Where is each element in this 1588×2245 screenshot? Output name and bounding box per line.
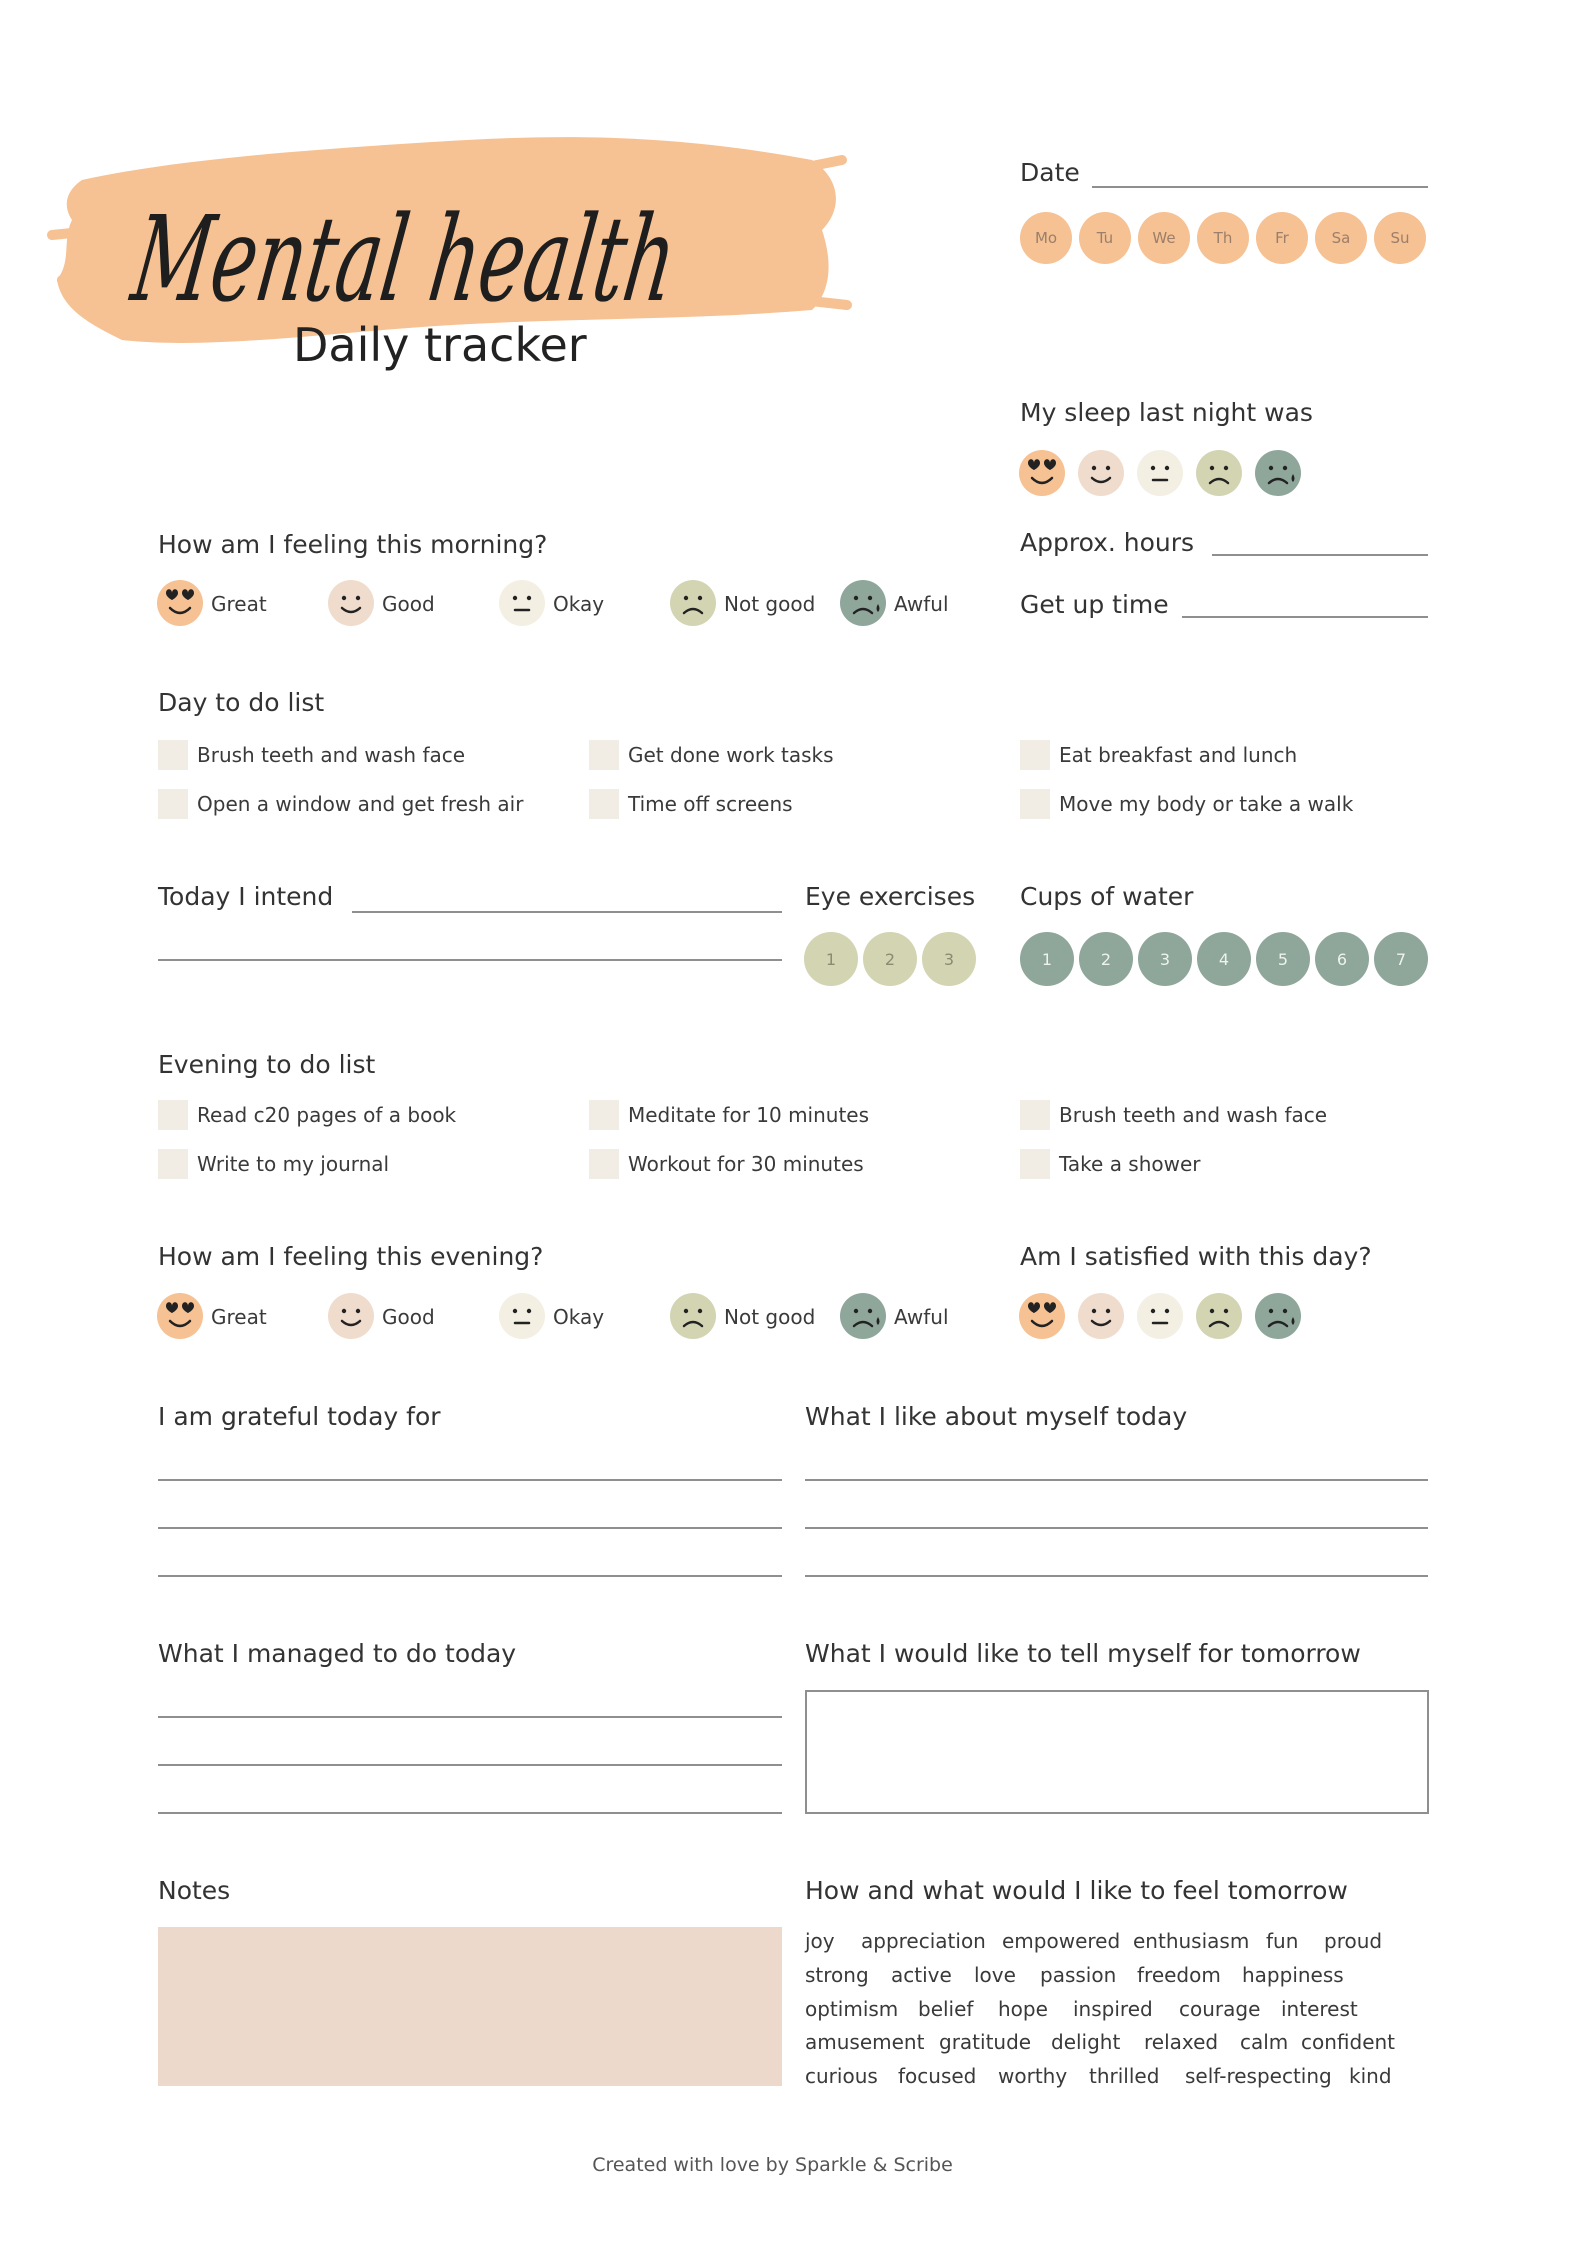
- water-cup-circle[interactable]: 3: [1138, 932, 1192, 986]
- notes-label: Notes: [158, 1876, 231, 1905]
- mood-label: Good: [382, 1305, 435, 1329]
- grateful-label: I am grateful today for: [158, 1402, 441, 1431]
- intend-line-2[interactable]: [158, 959, 782, 961]
- good-face-icon[interactable]: [328, 1293, 374, 1339]
- day-sunday[interactable]: Su: [1374, 212, 1426, 264]
- todo-item: Move my body or take a walk: [1059, 792, 1354, 816]
- eye-exercises-label: Eye exercises: [805, 882, 976, 911]
- feeling-word[interactable]: kind: [1349, 2064, 1392, 2088]
- eye-exercise-circle[interactable]: 3: [922, 932, 976, 986]
- mood-label: Good: [382, 592, 435, 616]
- tell-tomorrow-box[interactable]: [805, 1690, 1429, 1814]
- water-cup-circle[interactable]: 6: [1315, 932, 1369, 986]
- feeling-word[interactable]: enthusiasm: [1133, 1929, 1250, 1953]
- day-wednesday[interactable]: We: [1138, 212, 1190, 264]
- date-label: Date: [1020, 158, 1080, 187]
- todo-item: Eat breakfast and lunch: [1059, 743, 1298, 767]
- like-myself-label: What I like about myself today: [805, 1402, 1188, 1431]
- awful-face-icon[interactable]: [1255, 450, 1301, 496]
- todo-checkbox[interactable]: [1020, 740, 1050, 770]
- mood-label: Okay: [553, 592, 605, 616]
- header-subtitle: Daily tracker: [293, 318, 587, 372]
- todo-item: Read c20 pages of a book: [197, 1103, 457, 1127]
- not-good-face-icon[interactable]: [670, 1293, 716, 1339]
- feel-tomorrow-label: How and what would I like to feel tomorrow: [805, 1876, 1348, 1905]
- water-cup-circle[interactable]: 4: [1197, 932, 1251, 986]
- day-saturday[interactable]: Sa: [1315, 212, 1367, 264]
- mood-label: Not good: [724, 1305, 816, 1329]
- footer-credit: Created with love by Sparkle & Scribe: [592, 2154, 953, 2176]
- day-monday[interactable]: Mo: [1020, 212, 1072, 264]
- todo-item: Brush teeth and wash face: [1059, 1103, 1328, 1127]
- mood-label: Great: [211, 1305, 267, 1329]
- feeling-word[interactable]: happiness: [1242, 1963, 1344, 1987]
- managed-line-2[interactable]: [158, 1764, 782, 1766]
- awful-face-icon[interactable]: [1255, 1293, 1301, 1339]
- sleep-label: My sleep last night was: [1020, 398, 1313, 427]
- day-thursday[interactable]: Th: [1197, 212, 1249, 264]
- feeling-word[interactable]: passion: [1040, 1963, 1117, 1987]
- feeling-word[interactable]: courage: [1179, 1997, 1261, 2021]
- feeling-word[interactable]: hope: [998, 1997, 1048, 2021]
- satisfied-label: Am I satisfied with this day?: [1020, 1242, 1372, 1271]
- day-todo-label: Day to do list: [158, 688, 325, 717]
- feeling-word[interactable]: inspired: [1073, 1997, 1153, 2021]
- mood-label: Great: [211, 592, 267, 616]
- mood-label: Awful: [894, 1305, 949, 1329]
- feeling-word[interactable]: focused: [898, 2064, 977, 2088]
- morning-mood-label: How am I feeling this morning?: [158, 530, 548, 559]
- day-friday[interactable]: Fr: [1256, 212, 1308, 264]
- okay-face-icon[interactable]: [499, 580, 545, 626]
- like-myself-line-3[interactable]: [805, 1575, 1428, 1577]
- like-myself-line-1[interactable]: [805, 1479, 1428, 1481]
- todo-checkbox[interactable]: [158, 1100, 188, 1130]
- todo-item: Get done work tasks: [628, 743, 834, 767]
- okay-face-icon[interactable]: [1137, 450, 1183, 496]
- mood-label: Okay: [553, 1305, 605, 1329]
- todo-item: Brush teeth and wash face: [197, 743, 466, 767]
- feeling-word[interactable]: fun: [1266, 1929, 1299, 1953]
- water-cup-circle[interactable]: 7: [1374, 932, 1428, 986]
- water-cup-circle[interactable]: 1: [1020, 932, 1074, 986]
- approx-hours-line[interactable]: [1212, 554, 1428, 556]
- feeling-word[interactable]: gratitude: [939, 2030, 1032, 2054]
- not-good-face-icon[interactable]: [670, 580, 716, 626]
- day-tuesday[interactable]: Tu: [1079, 212, 1131, 264]
- date-line[interactable]: [1092, 186, 1428, 188]
- todo-item: Meditate for 10 minutes: [628, 1103, 870, 1127]
- okay-face-icon[interactable]: [499, 1293, 545, 1339]
- managed-line-1[interactable]: [158, 1716, 782, 1718]
- feeling-word[interactable]: curious: [805, 2064, 878, 2088]
- great-face-icon[interactable]: [1019, 1293, 1065, 1339]
- not-good-face-icon[interactable]: [1196, 1293, 1242, 1339]
- todo-checkbox[interactable]: [1020, 789, 1050, 819]
- feeling-word[interactable]: amusement: [805, 2030, 925, 2054]
- okay-face-icon[interactable]: [1137, 1293, 1183, 1339]
- todo-checkbox[interactable]: [589, 1100, 619, 1130]
- todo-item: Time off screens: [628, 792, 793, 816]
- feeling-word[interactable]: delight: [1051, 2030, 1121, 2054]
- evening-todo-label: Evening to do list: [158, 1050, 376, 1079]
- intend-line-1[interactable]: [352, 911, 782, 913]
- feeling-word[interactable]: love: [974, 1963, 1016, 1987]
- getup-time-line[interactable]: [1182, 616, 1428, 618]
- feeling-word[interactable]: belief: [918, 1997, 974, 2021]
- great-face-icon[interactable]: [1019, 450, 1065, 496]
- awful-face-icon[interactable]: [840, 1293, 886, 1339]
- feeling-word[interactable]: joy: [805, 1929, 835, 1953]
- feeling-word[interactable]: calm: [1240, 2030, 1289, 2054]
- feeling-word[interactable]: self-respecting: [1185, 2064, 1332, 2088]
- feeling-word[interactable]: freedom: [1137, 1963, 1221, 1987]
- managed-label: What I managed to do today: [158, 1639, 517, 1668]
- evening-mood-label: How am I feeling this evening?: [158, 1242, 544, 1271]
- good-face-icon[interactable]: [328, 580, 374, 626]
- water-cup-circle[interactable]: 2: [1079, 932, 1133, 986]
- todo-checkbox[interactable]: [589, 789, 619, 819]
- header-title-text: Mental health: [125, 190, 982, 328]
- todo-item: Write to my journal: [197, 1152, 390, 1176]
- like-myself-line-2[interactable]: [805, 1527, 1428, 1529]
- awful-face-icon[interactable]: [840, 580, 886, 626]
- feeling-word[interactable]: relaxed: [1144, 2030, 1219, 2054]
- todo-item: Take a shower: [1059, 1152, 1201, 1176]
- mood-label: Not good: [724, 592, 816, 616]
- great-face-icon[interactable]: [157, 580, 203, 626]
- feeling-word[interactable]: thrilled: [1089, 2064, 1160, 2088]
- todo-checkbox[interactable]: [158, 1149, 188, 1179]
- not-good-face-icon[interactable]: [1196, 450, 1242, 496]
- managed-line-3[interactable]: [158, 1812, 782, 1814]
- todo-item: Workout for 30 minutes: [628, 1152, 864, 1176]
- grateful-line-1[interactable]: [158, 1479, 782, 1481]
- water-cup-circle[interactable]: 5: [1256, 932, 1310, 986]
- eye-exercise-circle[interactable]: 1: [804, 932, 858, 986]
- great-face-icon[interactable]: [157, 1293, 203, 1339]
- good-face-icon[interactable]: [1078, 450, 1124, 496]
- feeling-word[interactable]: interest: [1281, 1997, 1358, 2021]
- intend-label: Today I intend: [158, 882, 334, 911]
- feeling-word[interactable]: confident: [1301, 2030, 1396, 2054]
- mood-label: Awful: [894, 592, 949, 616]
- good-face-icon[interactable]: [1078, 1293, 1124, 1339]
- feeling-word[interactable]: empowered: [1002, 1929, 1121, 1953]
- getup-time-label: Get up time: [1020, 590, 1169, 619]
- todo-checkbox[interactable]: [158, 789, 188, 819]
- todo-checkbox[interactable]: [589, 740, 619, 770]
- todo-checkbox[interactable]: [1020, 1149, 1050, 1179]
- todo-item: Open a window and get fresh air: [197, 792, 524, 816]
- grateful-line-2[interactable]: [158, 1527, 782, 1529]
- eye-exercise-circle[interactable]: 2: [863, 932, 917, 986]
- todo-checkbox[interactable]: [1020, 1100, 1050, 1130]
- notes-box[interactable]: [158, 1927, 782, 2086]
- feeling-word[interactable]: worthy: [998, 2064, 1068, 2088]
- todo-checkbox[interactable]: [158, 740, 188, 770]
- feeling-word[interactable]: proud: [1324, 1929, 1383, 1953]
- todo-checkbox[interactable]: [589, 1149, 619, 1179]
- grateful-line-3[interactable]: [158, 1575, 782, 1577]
- feeling-word[interactable]: strong: [805, 1963, 869, 1987]
- water-label: Cups of water: [1020, 882, 1194, 911]
- feeling-word[interactable]: active: [891, 1963, 952, 1987]
- feeling-word[interactable]: appreciation: [861, 1929, 986, 1953]
- approx-hours-label: Approx. hours: [1020, 528, 1195, 557]
- feeling-word[interactable]: optimism: [805, 1997, 899, 2021]
- tell-tomorrow-label: What I would like to tell myself for tomorrow: [805, 1639, 1361, 1668]
